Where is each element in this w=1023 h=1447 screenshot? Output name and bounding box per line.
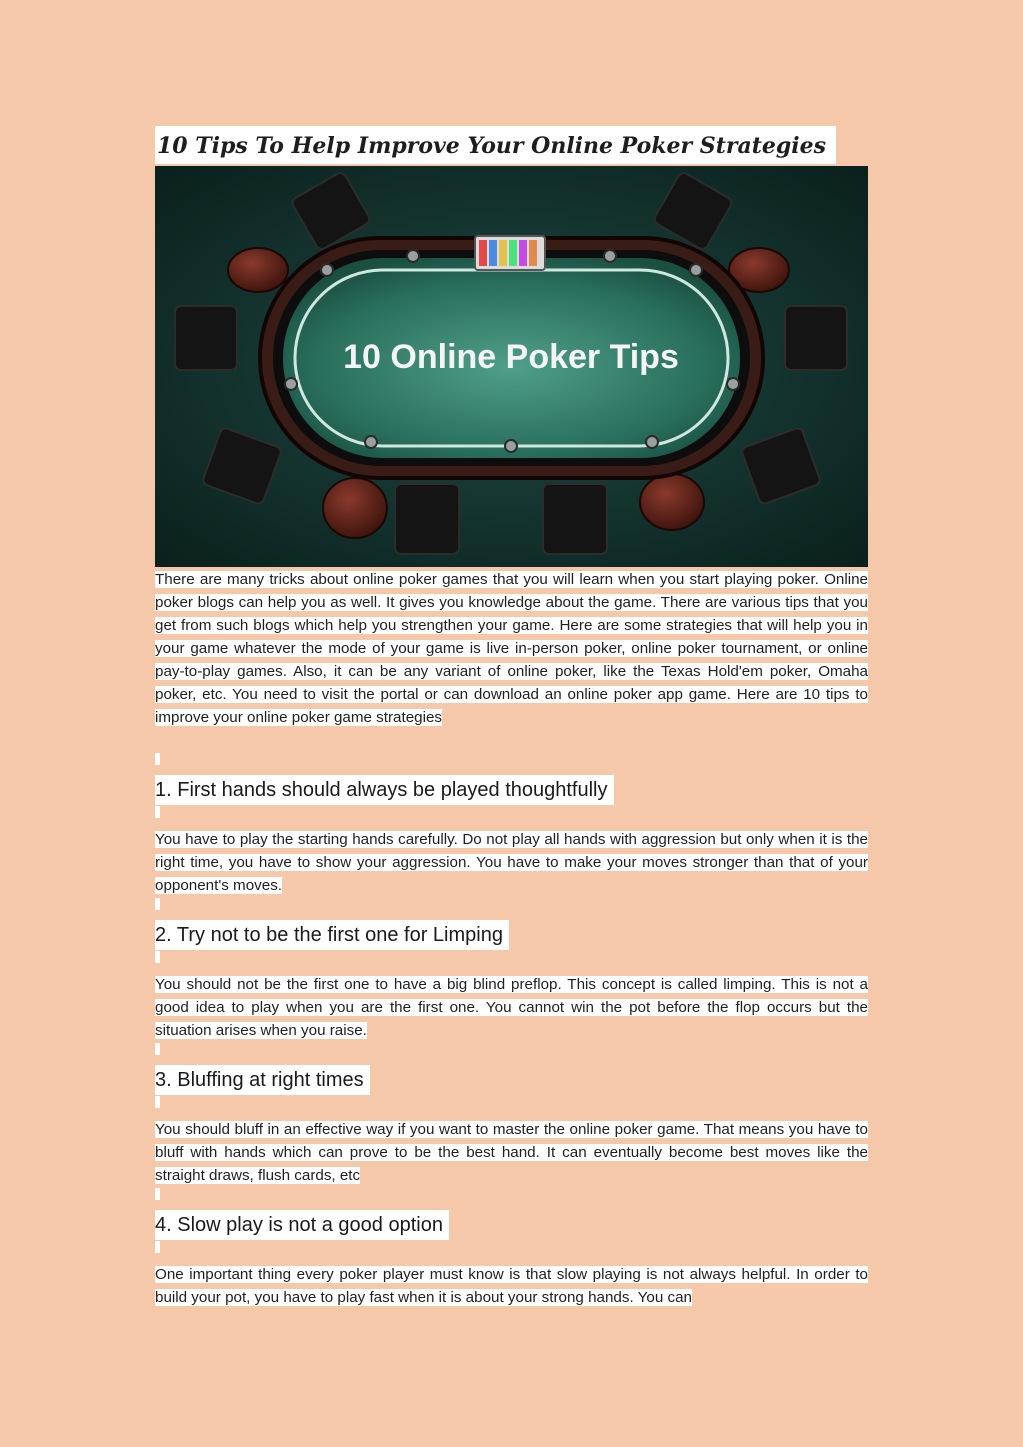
hero-caption: 10 Online Poker Tips (343, 338, 679, 376)
section-1-heading: 1. First hands should always be played thoughtfully (155, 775, 614, 805)
spacer-mark (155, 951, 160, 963)
section-2-heading: 2. Try not to be the first one for Limping (155, 920, 509, 950)
page-title: 10 Tips To Help Improve Your Online Poker Strategies (155, 126, 836, 164)
chair (395, 484, 459, 554)
section-4-heading: 4. Slow play is not a good option (155, 1210, 449, 1240)
section-3-body: You should bluff in an effective way if you want to master the online poker game. That means you have to bluff with hands which can prove to be the best hand. It can eventually become best moves like the straight draws, flush cards, etc (155, 1121, 868, 1184)
chair (785, 306, 847, 370)
section-4-body: One important thing every poker player must know is that slow playing is not always helpful. In order to build your pot, you have to play fast when it is about your strong hands. You can (155, 1266, 868, 1306)
spacer-mark (155, 1188, 160, 1200)
section-3-heading: 3. Bluffing at right times (155, 1065, 370, 1095)
section-2-body: You should not be the first one to have a big blind preflop. This concept is called limping. This is not a good idea to play when you are the first one. You cannot win the pot before the flop occurs but the situation arises when you raise. (155, 976, 868, 1039)
spacer-mark (155, 753, 160, 765)
spacer-mark (155, 806, 160, 818)
spacer-mark (155, 1096, 160, 1108)
chair (543, 484, 607, 554)
spacer-mark (155, 1043, 160, 1055)
spacer-mark (155, 1241, 160, 1253)
hero-image-poker-table (155, 166, 868, 567)
spacer-mark (155, 898, 160, 910)
section-1-body: You have to play the starting hands carefully. Do not play all hands with aggression but only when it is the right time, you have to show your aggression. You have to make your moves stronger than that of your opponent's moves. (155, 831, 868, 894)
intro-block (155, 568, 868, 729)
intro-paragraph: There are many tricks about online poker games that you will learn when you start playing poker. Online poker blogs can help you as well. It gives you knowledge about the game. There are various tips that you get from such blogs which help you strengthen your game. Here are some strategies that will help you in your game whatever the mode of your game is live in-person poker, online poker tournament, or online pay-to-play games. Also, it can be any variant of online poker, like the Texas Hold'em poker, Omaha poker, etc. You need to visit the portal or can download an online poker app game. Here are 10 tips to improve your online poker game strategies (155, 571, 868, 726)
chair (175, 306, 237, 370)
